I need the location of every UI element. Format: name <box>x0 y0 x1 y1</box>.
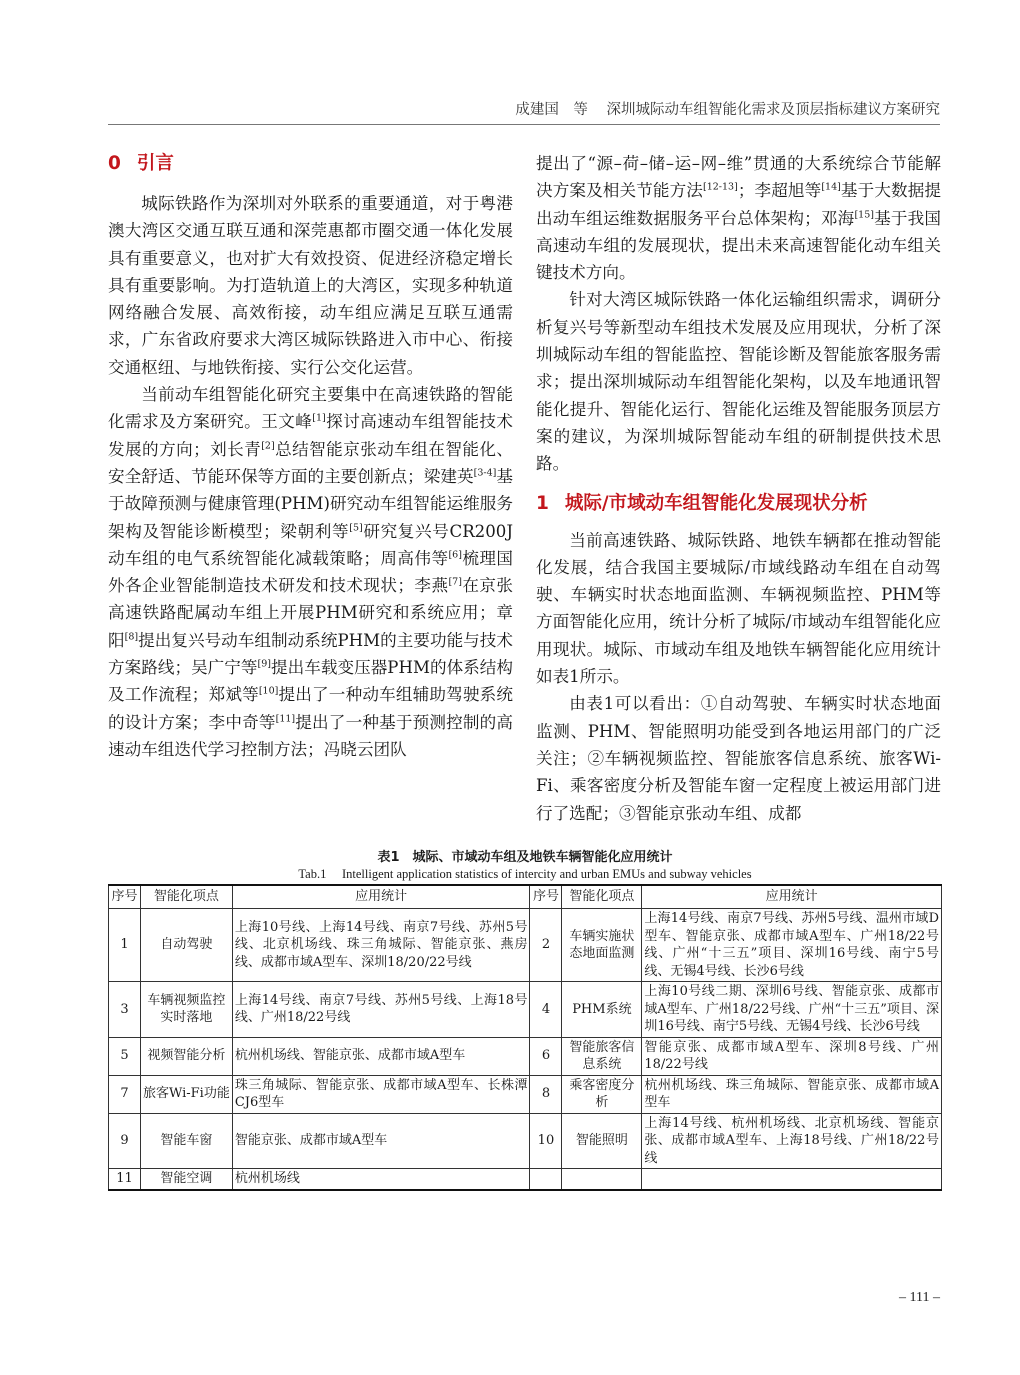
citation-ref: [15] <box>854 209 874 221</box>
citation-ref: [14] <box>821 181 841 193</box>
column-header: 序号 <box>109 885 141 909</box>
table-cell: 旅客Wi-Fi功能 <box>140 1075 232 1113</box>
text-run: 提出复兴号动车组制动系统PHM的主要功能与技术方案路线；吴广宁等 <box>108 630 513 678</box>
table-cell: 上海14号线、杭州机场线、北京机场线、智能京张、成都市域A型车、上海18号线、广州18/22号线 <box>642 1113 942 1169</box>
text-run: 基于大数据提出动车组运维数据服务平台总体架构；邓海 <box>536 181 942 228</box>
table-cell: 1 <box>109 909 141 982</box>
table-row <box>109 1113 942 1169</box>
text-run: 提出车载变压器PHM的体系结构及工作流程；郑斌等 <box>108 658 514 705</box>
table-cell: 珠三角城际、智能京张、成都市域A型车、长株潭CJ6型车 <box>232 1075 530 1113</box>
table-cell: 智能照明 <box>562 1113 642 1169</box>
table-cell: 6 <box>530 1037 562 1075</box>
table-cell: 智能车窗 <box>140 1113 232 1169</box>
table-cell: PHM系统 <box>562 982 642 1038</box>
text-run: 提出了一种基于预测控制的高速动车组迭代学习控制方法；冯晓云团队 <box>108 712 514 759</box>
paragraph-with-refs <box>536 150 941 286</box>
table-cell: 5 <box>109 1037 141 1075</box>
table-cell: 车辆视频监控实时落地 <box>140 982 232 1038</box>
table-cell: 杭州机场线、珠三角城际、智能京张、成都市域A型车 <box>642 1075 942 1113</box>
table-cell: 杭州机场线、智能京张、成都市域A型车 <box>232 1037 530 1075</box>
left-column <box>108 150 513 763</box>
text-run: 梳理国外各企业智能制造技术研发和技术现状；李燕 <box>108 548 514 596</box>
column-header: 序号 <box>530 885 562 909</box>
table-row <box>109 982 942 1038</box>
table-cell <box>562 1169 642 1190</box>
table-cell: 2 <box>530 909 562 982</box>
citation-ref: [10] <box>258 685 279 697</box>
text-run: 基于故障预测与健康管理(PHM)研究动车组智能运维服务架构及智能诊断模型；梁朝利等 <box>108 466 514 541</box>
table-row <box>109 909 942 982</box>
table-cell: 10 <box>530 1113 562 1169</box>
citation-ref: [7] <box>448 576 462 588</box>
text-run: 基于我国高速动车组的发展现状，提出未来高速智能化动车组关键技术方向。 <box>536 208 942 283</box>
citation-ref: [5] <box>349 522 363 534</box>
citation-ref: [2] <box>261 440 275 452</box>
table-cell <box>530 1169 562 1190</box>
table-body <box>109 909 942 1190</box>
paragraph: 当前高速铁路、城际铁路、地铁车辆都在推动智能化发展，结合我国主要城际/市域线路动车组在自动驾驶、车辆实时状态地面监测、车辆视频监控、PHM等方面智能化应用，统计分析了城际/市域动车组智能化应用现状。城际、市域动车组及地铁车辆智能化应用统计如表1所示。 <box>536 530 941 687</box>
text-run: 探讨高速动车组智能技术发展的方向；刘长青 <box>108 412 514 459</box>
running-header <box>108 96 940 125</box>
table-cell: 视频智能分析 <box>140 1037 232 1075</box>
text-run: 提出了一种动车组辅助驾驶系统的设计方案；李中奇等 <box>108 685 514 732</box>
section-0-heading <box>108 150 513 177</box>
table-row <box>109 1169 942 1190</box>
table-cell: 3 <box>109 982 141 1038</box>
citation-ref: [6] <box>448 549 462 561</box>
table-cell: 智能京张、成都市域A型车 <box>232 1113 530 1169</box>
text-run: 提出了“源–荷–储–运–网–维”贯通的大系统综合节能解决方案及相关节能方法 <box>536 154 941 201</box>
table-cell: 上海14号线、南京7号线、苏州5号线、温州市域D型车、智能京张、成都市域A型车、广州18/22号线、广州“十三五”项目、深圳16号线、南宁5号线、无锡4号线、长沙6号线 <box>642 909 942 982</box>
table-row <box>109 1037 942 1075</box>
paragraph: 针对大湾区城际铁路一体化运输组织需求，调研分析复兴号等新型动车组技术发展及应用现状，分析了深圳城际动车组的智能监控、智能诊断及智能旅客服务需求；提出深圳城际动车组智能化架构，以及车地通讯智能化提升、智能化运行、智能化运维及智能服务顶层方案的建议，为深圳城际智能动车组的研制提供技术思路。 <box>536 290 941 474</box>
intelligence-application-table <box>108 884 942 1191</box>
table-cell: 上海10号线、上海14号线、南京7号线、苏州5号线、北京机场线、珠三角城际、智能京张、燕房线、成都市域A型车、深圳18/20/22号线 <box>232 909 530 982</box>
section-number: 1 <box>536 492 549 514</box>
citation-ref: [8] <box>124 631 139 643</box>
table-cell: 9 <box>109 1113 141 1169</box>
header-authors: 成建国 等 <box>515 102 588 118</box>
text-run: 当前动车组智能化研究主要集中在高速铁路的智能化需求及方案研究。王文峰 <box>108 385 513 432</box>
table-cell: 8 <box>530 1075 562 1113</box>
column-header: 智能化项点 <box>140 885 232 909</box>
text-run: 在京张高速铁路配属动车组上开展PHM研究和系统应用；章阳 <box>108 576 514 650</box>
page-number: – 111 – <box>899 1290 940 1305</box>
paragraph-with-refs <box>108 381 513 763</box>
right-column <box>536 150 941 827</box>
table-caption-en: Tab.1 Intelligent application statistics of intercity and urban EMUs and subway vehicles <box>298 867 752 881</box>
table-row <box>109 1075 942 1113</box>
table-cell: 杭州机场线 <box>232 1169 530 1190</box>
section-1-heading <box>536 490 941 517</box>
table-cell <box>642 1169 942 1190</box>
table-cell: 7 <box>109 1075 141 1113</box>
citation-ref: [12-13] <box>703 181 738 193</box>
section-number: 0 <box>108 153 121 174</box>
text-run: ；李超旭等 <box>737 181 822 201</box>
text-run: 研究复兴号CR200J动车组的电气系统智能化减载策略；周高伟等 <box>108 521 514 568</box>
table-header-row <box>109 885 942 909</box>
table-cell: 乘客密度分析 <box>562 1075 642 1113</box>
table-cell: 11 <box>109 1169 141 1190</box>
column-header: 智能化项点 <box>562 885 642 909</box>
table-cell: 4 <box>530 982 562 1038</box>
section-title: 引言 <box>136 153 174 174</box>
citation-ref: [1] <box>312 412 326 424</box>
table-cell: 智能旅客信息系统 <box>562 1037 642 1075</box>
table-cell: 自动驾驶 <box>140 909 232 982</box>
column-header: 应用统计 <box>642 885 942 909</box>
citation-ref: [3-4] <box>473 467 497 479</box>
header-title: 深圳城际动车组智能化需求及顶层指标建议方案研究 <box>606 102 940 118</box>
table-cell: 智能京张、成都市域A型车、深圳8号线、广州18/22号线 <box>642 1037 942 1075</box>
paragraph: 城际铁路作为深圳对外联系的重要通道，对于粤港澳大湾区交通互联互通和深莞惠都市圈交通一体化发展具有重要意义，也对扩大有效投资、促进经济稳定增长具有重要影响。为打造轨道上的大湾区，实现多种轨道网络融合发展、高效衔接，动车组应满足互联互通需求，广东省政府要求大湾区城际铁路进入市中心、衔接交通枢纽、与地铁衔接、实行公交化运营。 <box>108 194 513 377</box>
paragraph: 由表1可以看出：①自动驾驶、车辆实时状态地面监测、PHM、智能照明功能受到各地运用部门的广泛关注；②车辆视频监控、智能旅客信息系统、旅客Wi-Fi、乘客密度分析及智能车窗一定程度上被运用部门进行了选配；③智能京张动车组、成都 <box>536 694 941 823</box>
table-cell: 上海14号线、南京7号线、苏州5号线、上海18号线、广州18/22号线 <box>232 982 530 1038</box>
table-cell: 上海10号线二期、深圳6号线、智能京张、成都市域A型车、广州18/22号线、广州“十三五”项目、深圳16号线、南宁5号线、无锡4号线、长沙6号线 <box>642 982 942 1038</box>
citation-ref: [11] <box>275 713 296 725</box>
table-cell: 智能空调 <box>140 1169 232 1190</box>
column-header: 应用统计 <box>232 885 530 909</box>
citation-ref: [9] <box>257 658 271 670</box>
section-title: 城际/市域动车组智能化发展现状分析 <box>564 492 868 514</box>
table-cell: 车辆实施状态地面监测 <box>562 909 642 982</box>
table-caption-zh: 表1 城际、市域动车组及地铁车辆智能化应用统计 <box>377 850 673 865</box>
text-run: 总结智能京张动车组在智能化、安全舒适、节能环保等方面的主要创新点；梁建英 <box>108 439 514 486</box>
